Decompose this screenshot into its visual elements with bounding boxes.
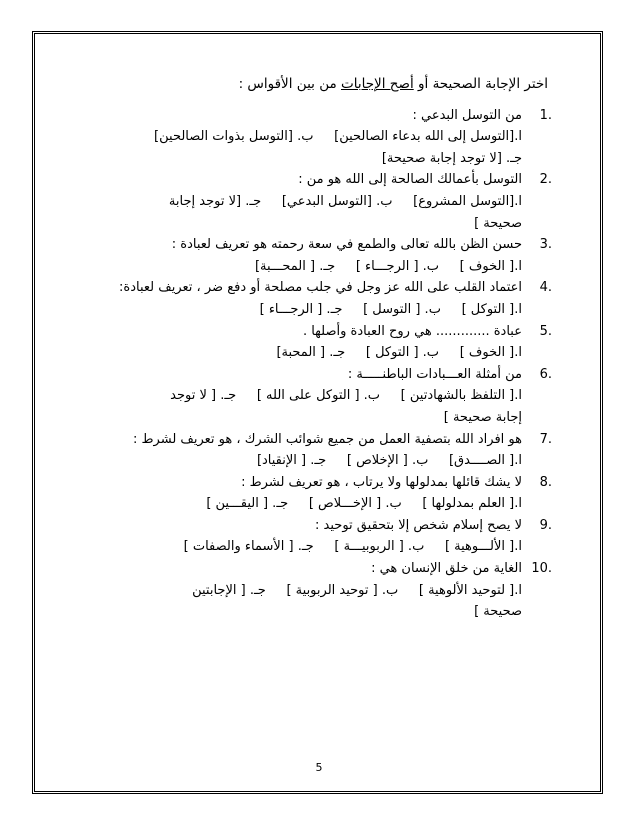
question-text: التوسل بأعمالك الصالحة إلى الله هو من : (298, 172, 522, 188)
question-number: 4. (539, 280, 552, 296)
question-number: 1. (539, 107, 552, 123)
answer-options-line (60, 299, 552, 321)
question-number: 7. (539, 431, 552, 447)
question-text: اعتماد القلب على الله عز وجل في جلب مصلحة أو دفع ضر ، تعريف لعبادة: (119, 280, 522, 296)
question-number: 8. (539, 474, 552, 490)
question-text: من التوسل البدعي : (412, 107, 522, 123)
question-text: لا يشك قائلها بمدلولها ولا يرتاب ، هو تعريف لشرط : (241, 474, 522, 490)
question-text: من أمثلة العـــبادات الباطنـــــة : (347, 366, 522, 382)
question-item (60, 558, 552, 623)
question-item (60, 515, 552, 558)
answer-options-text: ا.[ الصــــدق] ب. [ الإخلاص ] جـ. [ الإنقياد] (256, 453, 522, 469)
answer-options-line (60, 580, 552, 602)
answer-options-text: ا.[ الخوف ] ب. [ الرجـــاء ] جـ. [ المحـــبة] (254, 258, 522, 274)
answer-options-line (60, 342, 552, 364)
question-number: 3. (539, 237, 552, 253)
instructions (60, 74, 552, 96)
answer-options-text: ا.[ الخوف ] ب. [ التوكل ] جـ. [ المحبة] (276, 345, 522, 361)
answer-options-text: ا.[ العلم بمدلولها ] ب. [ الإخـــلاص ] جـ. [ اليقـــين ] (206, 496, 522, 512)
question-text: هو افراد الله بتصفية العمل من جميع شوائب الشرك ، هو تعريف لشرط : (133, 431, 522, 447)
question-item (60, 234, 552, 277)
answer-options-line (60, 536, 552, 558)
question-number: 9. (539, 517, 552, 533)
answer-options-line (60, 256, 552, 278)
instruction-underlined: أصح الإجابات (341, 76, 414, 92)
answer-options-line (60, 450, 552, 472)
answer-options-line (60, 407, 552, 429)
question-item (60, 105, 552, 170)
instruction-suffix: من بين الأقواس : (238, 76, 341, 92)
answer-options-text: ا.[ التوكل ] ب. [ التوسل ] جـ. [ الرجـــاء ] (259, 301, 522, 317)
answer-options-line (60, 385, 552, 407)
answer-options-line (60, 191, 552, 213)
question-text: لا يصح إسلام شخص إلا بتحقيق توحيد : (315, 517, 522, 533)
question-item (60, 364, 552, 429)
question-number: 5. (539, 323, 552, 339)
answer-options-text: ا.[ التلفظ بالشهادتين ] ب. [ التوكل على الله ] جـ. [ لا توجد (170, 388, 522, 404)
answer-options-text: ا.[ لتوحيد الألوهية ] ب. [ توحيد الربوبية ] جـ. [ الإجابتين (192, 582, 522, 598)
answer-options-line (60, 148, 552, 170)
page-number: 5 (315, 761, 323, 774)
question-number: 10. (531, 561, 552, 577)
answer-options-text: ا.[ الألـــوهية ] ب. [ الربوبيـــة ] جـ. [ الأسماء والصفات ] (183, 539, 522, 555)
question-item (60, 277, 552, 320)
answer-options-line (60, 213, 552, 235)
question-number: 2. (539, 172, 552, 188)
answer-options-line (60, 493, 552, 515)
answer-options-text: ا.[التوسل إلى الله بدعاء الصالحين] ب. [التوسل بذوات الصالحين] (154, 129, 522, 145)
answer-options-text: ا.[التوسل المشروع] ب. [التوسل البدعي] جـ. [لا توجد إجابة (168, 193, 522, 209)
instruction-prefix: اختر الإجابة الصحيحة أو (413, 76, 548, 92)
answer-options-text: صحيحة ] (474, 604, 522, 620)
answer-options-text: إجابة صحيحة ] (443, 409, 522, 425)
question-item (60, 429, 552, 472)
question-text: الغاية من خلق الإنسان هي : (371, 561, 522, 577)
question-item (60, 472, 552, 515)
question-text: حسن الظن بالله تعالى والطمع في سعة رحمته هو تعريف لعبادة : (171, 237, 522, 253)
answer-options-text: صحيحة ] (474, 215, 522, 231)
questions-list (60, 105, 552, 623)
worksheet (60, 74, 552, 623)
question-item (60, 321, 552, 364)
answer-options-line (60, 601, 552, 623)
answer-options-text: جـ. [لا توجد إجابة صحيحة] (381, 150, 522, 166)
question-number: 6. (539, 366, 552, 382)
question-item (60, 169, 552, 234)
answer-options-line (60, 126, 552, 148)
question-text: عبادة ............. هي روح العبادة وأصلها . (302, 323, 522, 339)
